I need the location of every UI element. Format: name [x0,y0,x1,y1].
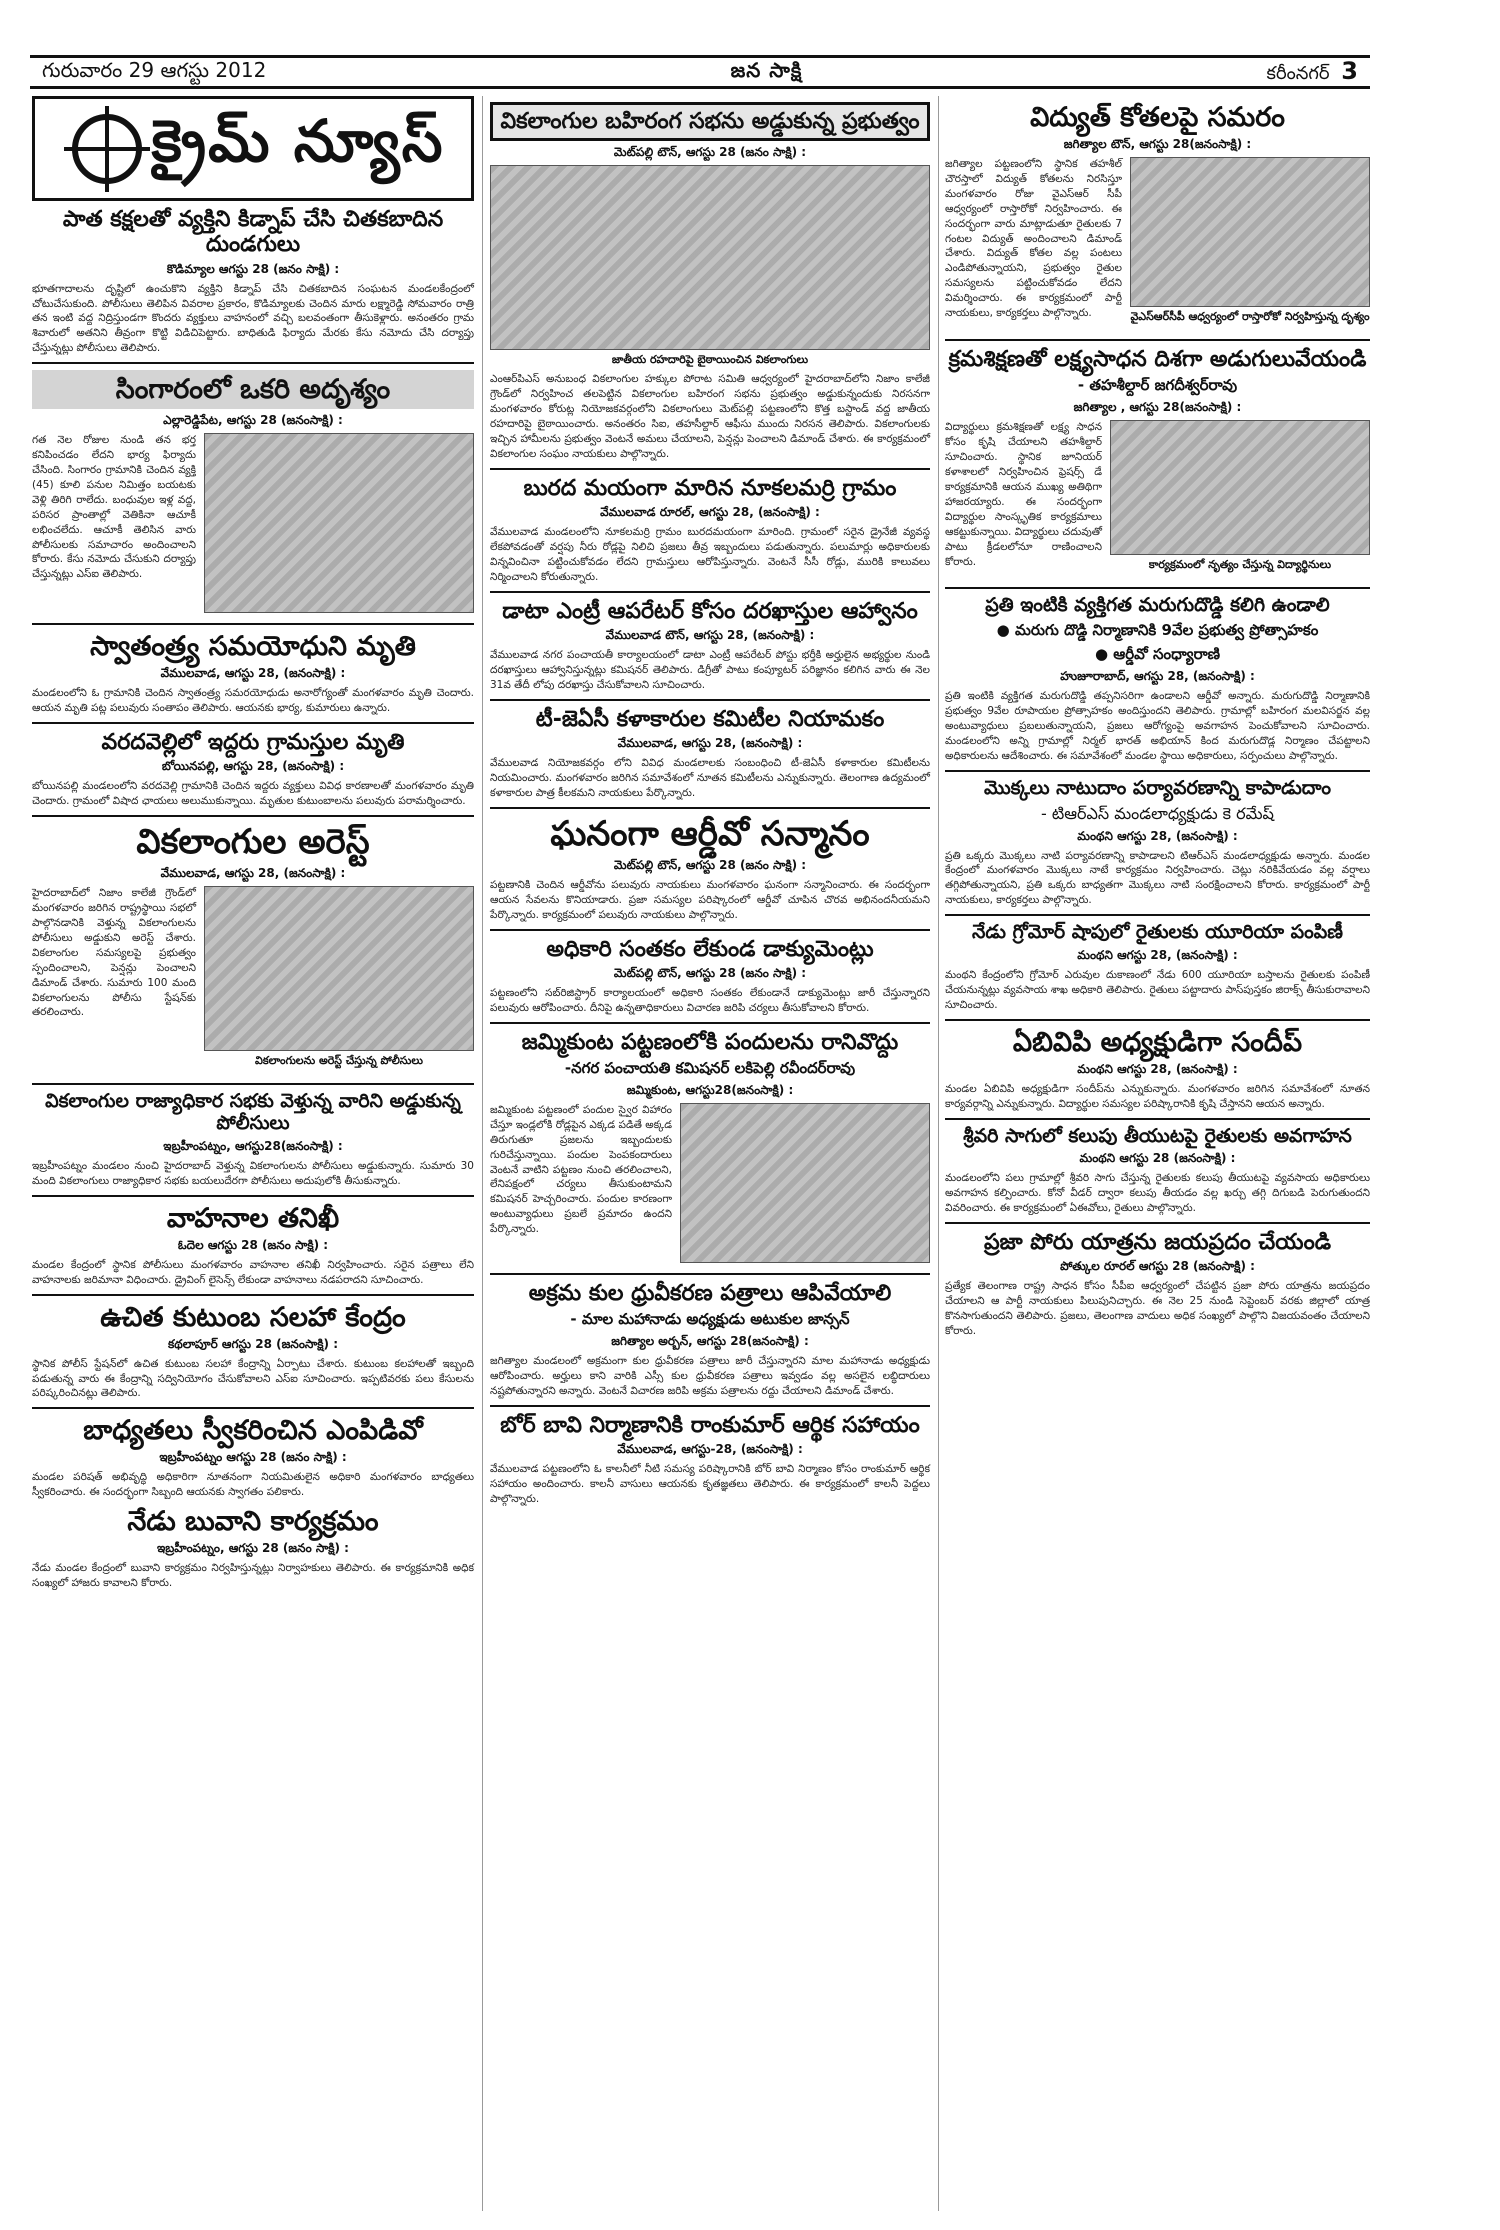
dateline: కొడిమ్యాల ఆగస్టు 28 (జనం సాక్షి) : [166,261,340,276]
article-mpdo-charge [32,1415,474,1500]
article-body: ప్రతి ఇంటికి వ్యక్తిగత మరుగుదొడ్డి తప్పనిసరిగా ఉండాలని ఆర్డీవో అన్నారు. మరుగుదొడ్డి నిర్మాణానికి ప్రభుత్వం 9వేల రూపాయల ప్రోత్సాహకం అందిస్తుందని తెలిపారు. గ్రామాల్లో బహిరంగ మలవిసర్జన వల్ల అంటువ్యాధులు ప్రబలుతున్నాయని, ప్రజలు ఆరోగ్యంపై అవగాహన పెంచుకోవాలని సూచించారు. మండలంలోని అన్ని గ్రామాల్లో నిర్మల్ భారత్ అభియాన్ కింద మరుగుదొడ్ల నిర్మాణం చేపట్టాలని అధికారులను ఆదేశించారు. ఈ సమావేశంలో మండల స్థాయి అధికారులు, సర్పంచులు పాల్గొన్నారు. [945,690,1370,762]
divider [945,1019,1370,1021]
portrait-photos [204,433,474,613]
headline: సింగారంలో ఒకరి అదృశ్యం [32,370,474,409]
article-body: ప్రతి ఒక్కరు మొక్కలు నాటి పర్యావరణాన్ని కాపాడాలని టిఆర్ఎస్ మండలాధ్యక్షుడు అన్నారు. మండల కేంద్రంలో మంగళవారం మొక్కలు నాటే కార్యక్రమం నిర్వహించారు. చెట్లు నరికివేయడం వల్ల వర్షాలు తగ్గిపోతున్నాయని, ప్రతి ఒక్కరు బాధ్యతగా మొక్కలు నాటి సంరక్షించాలని కోరారు. కార్యక్రమంలో పార్టీ నాయకులు, కార్యకర్తలు పాల్గొన్నారు. [945,849,1370,907]
article-power-cuts [945,102,1370,333]
dateline: వేములవాడ టౌన్, ఆగస్టు 28, (జనంసాక్షి) : [605,627,815,642]
divider [490,1273,930,1275]
headline: మొక్కలు నాటుదాం పర్యావరణాన్ని కాపాడుదాం [984,776,1331,799]
byline: ● ఆర్డీవో సంధ్యారాణి [1094,645,1221,664]
article-tjac-committee [490,707,930,801]
divider [32,722,474,724]
headline: విద్యుత్ కోతలపై సమరం [1030,102,1285,133]
photo-block [204,886,474,1073]
dateline: వేములవాడ రూరల్, ఆగస్టు 28, (జనంసాక్షి) : [600,505,820,520]
column-divider [482,96,483,2211]
article-disabled-arrest [32,823,474,1077]
divider [32,815,474,817]
article-data-entry [490,599,930,693]
article-body: ఎంఆర్‌పిఎస్ అనుబంధ వికలాంగుల హక్కుల పోరాట సమితి ఆధ్వర్యంలో హైదరాబాద్‌లోని నిజాం కాలేజీ గ్రౌండ్‌లో నిర్వహించ తలపెట్టిన వికలాంగుల బహిరంగ సభను ప్రభుత్వం అడ్డుకున్నందుకు నిరసనగా మంగళవారం కోరుట్ల నియోజకవర్గంలోని వికలాంగులు మెట్‌పల్లి పట్టణంలోని కొత్త బస్టాండ్ వద్ద జాతీయ రహదారిపై బైఠాయించారు. అనంతరం సిఐ, తహసీల్దార్ ఆఫీసు ముందు నిరసన తెలిపారు. వికలాంగులకు ఇచ్చిన హామీలను ప్రభుత్వం వెంటనే అమలు చేయాలని, పెన్షన్లు పెంచాలని డిమాండ్ చేశారు. ఈ కార్యక్రమంలో వికలాంగుల సంఘం నాయకులు పాల్గొన్నారు. [490,373,930,460]
article-sri-cultivation [945,1126,1370,1217]
crime-news-logo-text: క్రైమ్ న్యూస్ [151,107,445,175]
arrest-photo [204,886,474,1051]
dateline: వేములవాడ, ఆగస్టు 28, (జనంసాక్షి) : [617,735,803,750]
headline: అక్రమ కుల ధ్రువీకరణ పత్రాలు ఆపివేయాలి [528,1280,892,1306]
byline: -నగర పంచాయతి కమిషనర్ లకిపెల్లి రవీందర్‌రావు [564,1058,856,1077]
headline: నేడు బువాని కార్యక్రమం [127,1506,379,1538]
headline: పాత కక్షలతో వ్యక్తిని కిడ్నాప్ చేసి చితకబాదిన దుండగులు [62,207,444,258]
headline: నేడు గ్రోమోర్ షాపులో రైతులకు యూరియా పంపిణీ [971,921,1343,944]
article-rdo-felicitation [490,815,930,923]
article-body: మంథని కేంద్రంలోని గ్రోమోర్ ఎరువుల దుకాణంలో నేడు 600 యూరియా బస్తాలను రైతులకు పంపిణీ చేయనున్నట్లు వ్యవసాయ శాఖ అధికారి తెలిపారు. రైతులు పట్టాదారు పాస్‌పుస్తకం జిరాక్స్ తీసుకురావాలని సూచించారు. [945,969,1370,1011]
headline: శ్రీవరి సాగులో కలుపు తీయుటపై రైతులకు అవగాహన [963,1124,1352,1147]
divider [32,1083,474,1085]
divider [490,1405,930,1407]
headline: టీ-జెఏసీ కళాకారుల కమిటీల నియామకం [535,706,885,732]
headline: ఏబివిపి అధ్యక్షుడిగా సందీప్ [1012,1026,1303,1058]
article-police-stop [32,1091,474,1189]
dateline: మెట్‌పల్లి టౌన్, ఆగస్టు 28 (జనం సాక్షి) : [613,857,807,872]
divider [490,699,930,701]
dance-photo [1110,420,1370,555]
article-family-counselling [32,1302,474,1402]
divider [32,362,474,364]
article-unsigned-documents [490,937,930,1016]
photo-caption: వైఎస్‌ఆర్‌సీపీ ఆధ్వర్యంలో రాస్తారోకో నిర్వహిస్తున్న దృశ్యం [1130,310,1370,324]
article-body: విద్యార్థులు క్రమశిక్షణతో లక్ష్య సాధన కోసం కృషి చేయాలని తహశీల్దార్ సూచించారు. స్థానిక జూనియర్ కళాశాలలో నిర్వహించిన ఫ్రెషర్స్ డే కార్యక్రమానికి ఆయన ముఖ్య అతిథిగా హాజరయ్యారు. ఈ సందర్భంగా విద్యార్థుల సాంస్కృతిక కార్యక్రమాలు ఆకట్టుకున్నాయి. విద్యార్థులు చదువుతో పాటు క్రీడలలోనూ రాణించాలని కోరారు. [945,421,1102,568]
issue-date: గురువారం 29 ఆగస్టు 2012 [42,57,267,82]
article-body: నేడు మండల కేంద్రంలో బువాని కార్యక్రమం నిర్వహిస్తున్నట్లు నిర్వాహకులు తెలిపారు. ఈ కార్యక్రమానికి అధిక సంఖ్యలో హాజరు కావాలని కోరారు. [32,1562,474,1590]
article-body: జగిత్యాల పట్టణంలోని స్థానిక తహశీల్ చౌరస్తాలో విద్యుత్ కోతలను నిరసిస్తూ మంగళవారం రోజు వైఎస్‌ఆర్ సీపీ ఆధ్వర్యంలో రాస్తారోకో నిర్వహించారు. ఈ సందర్భంగా వారు మాట్లాడుతూ రైతులకు 7 గంటల విద్యుత్ అందించాలని డిమాండ్ చేశారు. విద్యుత్ కోతల వల్ల పంటలు ఎండిపోతున్నాయని, ప్రభుత్వం రైతుల సమస్యలను పట్టించుకోవడం లేదని విమర్శించారు. ఈ కార్యక్రమంలో పార్టీ నాయకులు, కార్యకర్తలు పాల్గొన్నారు. [945,158,1122,320]
article-body: స్థానిక పోలీస్ స్టేషన్‌లో ఉచిత కుటుంబ సలహా కేంద్రాన్ని ఏర్పాటు చేశారు. కుటుంబ కలహాలతో ఇబ్బంది పడుతున్న వారు ఈ కేంద్రాన్ని సద్వినియోగం చేసుకోవాలని ఎస్ఐ సూచించారు. ఇప్పటివరకు పలు కేసులను పరిష్కరించినట్లు తెలిపారు. [32,1357,474,1400]
dateline: హుజూరాబాద్, ఆగస్టు 28, (జనంసాక్షి) : [1060,669,1255,684]
page-number: 3 [1341,56,1358,85]
article-body: జగిత్యాల మండలంలో అక్రమంగా కుల ధ్రువీకరణ పత్రాలు జారీ చేస్తున్నారని మాల మహానాడు అధ్యక్షుడు ఆరోపించారు. అర్హులు కాని వారికి ఎస్సీ కుల ధ్రువీకరణ పత్రాలు ఇవ్వడం వల్ల అసలైన లబ్ధిదారులు నష్టపోతున్నారని అన్నారు. వెంటనే విచారణ జరిపి అక్రమ పత్రాలను రద్దు చేయాలని డిమాండ్ చేశారు. [490,1355,930,1398]
page-info [1267,57,1358,88]
article-body: మండల ఏబివిపి అధ్యక్షుడిగా సందీప్‌ను ఎన్నుకున్నారు. మంగళవారం జరిగిన సమావేశంలో నూతన కార్యవర్గాన్ని ఎన్నుకున్నారు. విద్యార్థుల సమస్యల పరిష్కారానికి కృషి చేస్తానని ఆయన అన్నారు. [945,1082,1370,1110]
dateline: కథలాపూర్ ఆగస్టు 28 (జనంసాక్షి) : [168,1336,338,1351]
dateline: మంథని ఆగస్టు 28, (జనంసాక్షి) : [1077,828,1238,843]
article-body: మండల పరిషత్ అభివృద్ధి అధికారిగా నూతనంగా నియమితులైన అధికారి మంగళవారం బాధ్యతలు స్వీకరించారు. ఈ సందర్భంగా సిబ్బంది ఆయనకు స్వాగతం పలికారు. [32,1471,474,1499]
divider [945,1118,1370,1120]
photo-caption: జాతీయ రహదారిపై బైఠాయించిన వికలాంగులు [611,353,809,367]
dateline: ఇబ్రహీంపట్నం, ఆగస్టు28(జనంసాక్షి) : [163,1138,343,1153]
headline: బోర్ బావి నిర్మాణానికి రాంకుమార్ ఆర్థిక సహాయం [500,1412,920,1438]
article-body: మండల కేంద్రంలో స్థానిక పోలీసులు మంగళవారం వాహనాల తనిఖీ నిర్వహించారు. సరైన పత్రాలు లేని వాహనాలకు జరిమానా విధించారు. డ్రైవింగ్ లైసెన్స్ లేకుండా వాహనాలు నడపరాదని సూచించారు. [32,1258,474,1286]
article-disabled-meeting [490,102,930,462]
dateline: మంథని ఆగస్టు 28, (జనంసాక్షి) : [1077,1061,1238,1076]
dateline: బోయినపల్లి, ఆగస్టు 28, (జనంసాక్షి) : [161,759,345,774]
meeting-photo [680,1103,930,1263]
article-body: పట్టణానికి చెందిన ఆర్డీవోను పలువురు నాయకులు మంగళవారం ఘనంగా సన్మానించారు. ఈ సందర్భంగా ఆయన సేవలను కొనియాడారు. ప్రజా సమస్యల పరిష్కారంలో ఆర్డీవో చూపిన చొరవ అభినందనీయమని పేర్కొన్నారు. కార్యక్రమంలో పలువురు నాయకులు పాల్గొన్నారు. [490,878,930,921]
dateline: ఎల్లారెడ్డిపేట, ఆగస్టు 28 (జనంసాక్షి) : [163,413,343,428]
dateline: జగిత్యాల , ఆగస్టు 28(జనంసాక్షి) : [1073,400,1242,415]
article-kidnap [32,207,474,356]
headline: వికలాంగుల రాజ్యాధికార సభకు వెళ్తున్న వారిని అడ్డుకున్న పోలీసులు [45,1090,461,1135]
divider [490,807,930,809]
article-caste-certificates [490,1281,930,1399]
article-body: గత నెల రోజుల నుండి తన భర్త కనిపించడం లేదని భార్య ఫిర్యాదు చేసింది. సింగారం గ్రామానికి చెందిన వ్యక్తి (45) కూలి పనుల నిమిత్తం బయటకు వెళ్లి తిరిగి రాలేదు. బంధువుల ఇళ్ల వద్ద, పరిసర ప్రాంతాల్లో వెతికినా ఆచూకీ లభించలేదు. ఆచూకీ తెలిసిన వారు పోలీసులకు సమాచారం అందించాలని కోరారు. కేసు నమోదు చేసుకుని దర్యాప్తు చేస్తున్నట్లు ఎస్ఐ తెలిపారు. [32,434,196,581]
headline: ప్రతి ఇంటికి వ్యక్తిగత మరుగుదొడ్డి కలిగి ఉండాలి [985,594,1330,617]
headline: స్వాతంత్ర్య సమయోధుని మృతి [90,631,416,663]
article-body: హైదరాబాద్‌లో నిజాం కాలేజీ గ్రౌండ్‌లో మంగళవారం జరిగిన రాష్ట్రస్థాయి సభలో పాల్గొనడానికి వెళ్తున్న వికలాంగులను పోలీసులు అడ్డుకుని అరెస్ట్ చేశారు. వికలాంగుల సమస్యలపై ప్రభుత్వం స్పందించాలని, పెన్షన్లు పెంచాలని డిమాండ్ చేశారు. సుమారు 100 మంది వికలాంగులను పోలీసు స్టేషన్‌కు తరలించారు. [32,887,196,1019]
article-body: వేములవాడ పట్టణంలోని ఓ కాలనీలో నీటి సమస్య పరిష్కారానికి బోర్ బావి నిర్మాణం కోసం రాంకుమార్ ఆర్థిక సహాయం అందించారు. కాలనీ వాసులు ఆయనకు కృతజ్ఞతలు తెలిపారు. ఈ కార్యక్రమంలో కాలనీ పెద్దలు పాల్గొన్నారు. [490,1463,930,1506]
article-body: వేములవాడ మండలంలోని నూకలమర్రి గ్రామం బురదమయంగా మారింది. గ్రామంలో సరైన డ్రైనేజీ వ్యవస్థ లేకపోవడంతో వర్షపు నీరు రోడ్లపై నిలిచి ప్రజలు తీవ్ర ఇబ్బందులు పడుతున్నారు. పలుమార్లు అధికారులకు విన్నవించినా పట్టించుకోవడం లేదని గ్రామస్తులు ఆరోపిస్తున్నారు. వెంటనే సీసీ రోడ్లు, మురికి కాలువలు నిర్మించాలని కోరుతున్నారు. [490,526,930,583]
divider [490,929,930,931]
column-1 [32,96,474,1591]
dateline: ఇబ్రహీంపట్నం, ఆగస్టు 28 (జనం సాక్షి) : [157,1541,349,1556]
headline: వాహనాల తనిఖీ [166,1202,340,1234]
divider [32,1407,474,1409]
headline: ఉచిత కుటుంబ సలహా కేంద్రం [100,1301,406,1333]
headline: వికలాంగుల బహిరంగ సభను అడ్డుకున్న ప్రభుత్వం [490,102,930,141]
divider [32,623,474,625]
article-body: పట్టణంలోని సబ్‌రిజిస్ట్రార్ కార్యాలయంలో అధికారి సంతకం లేకుండానే డాక్యుమెంట్లు జారీ చేస్తున్నారని పలువురు ఆరోపించారు. దీనిపై ఉన్నతాధికారులు విచారణ జరిపి చర్యలు తీసుకోవాలని కోరారు. [490,986,930,1014]
article-pigs-jammikunta [490,1030,930,1267]
headline: డాటా ఎంట్రీ ఆపరేటర్ కోసం దరఖాస్తుల ఆహ్వానం [502,598,918,624]
headline: వికలాంగుల అరెస్ట్ [136,822,370,863]
divider [945,587,1370,589]
crime-news-logo [32,96,474,201]
divider [945,1222,1370,1224]
highway-protest-photo [490,165,930,350]
dateline: జమ్మికుంట, ఆగస్టు28(జనంసాక్షి) : [626,1082,794,1097]
article-body: జమ్మికుంట పట్టణంలో పందుల స్వైర విహారం చేస్తూ ఇండ్లలోకి రోడ్లపైన ఎక్కడ పడితే అక్కడ తిరుగుతూ ప్రజలను ఇబ్బందులకు గురిచేస్తున్నాయి. పందుల పెంపకందారులు వెంటనే వాటిని పట్టణం నుంచి తరలించాలని, లేనిపక్షంలో చర్యలు తీసుకుంటామని కమిషనర్ హెచ్చరించారు. పందుల కారణంగా అంటువ్యాధులు ప్రబలే ప్రమాదం ఉందని పేర్కొన్నారు. [490,1103,672,1236]
article-plant-trees [945,778,1370,908]
district-label: కరీంనగర్ [1266,62,1330,84]
photo-block [1110,420,1370,577]
headline: వరదవెల్లిలో ఇద్దరు గ్రామస్తుల మృతి [101,730,405,756]
article-muddy-village [490,476,930,585]
article-abvp-president [945,1027,1370,1112]
article-two-deaths [32,730,474,809]
article-body: మండలంలోని పలు గ్రామాల్లో శ్రీవరి సాగు చేస్తున్న రైతులకు కలుపు తీయుటపై వ్యవసాయ అధికారులు అవగాహన కల్పించారు. కోనో వీడర్ ద్వారా కలుపు తీయడం వల్ల ఖర్చు తగ్గి దిగుబడి పెరుగుతుందని వివరించారు. ఈ కార్యక్రమంలో ఏఈవోలు, రైతులు పాల్గొన్నారు. [945,1172,1370,1215]
dateline: మంథని ఆగస్టు 28, (జనంసాక్షి) : [1077,948,1238,963]
article-body: భూతగాదాలను దృష్టిలో ఉంచుకొని వ్యక్తిని కిడ్నాప్ చేసి చితకబాదిన సంఘటన మండలకేంద్రంలో చోటుచేసుకుంది. పోలీసులు తెలిపిన వివరాల ప్రకారం, కొడిమ్యాలకు చెందిన మారు లక్ష్మారెడ్డి సోమవారం రాత్రి తన ఇంటి వద్ద నిద్రిస్తుండగా కొందరు వ్యక్తులు వాహనంలో వచ్చి బలవంతంగా తీసుకెళ్లారు. అనంతరం గ్రామ శివారులో అతనిని తీవ్రంగా కొట్టి విడిచిపెట్టారు. బాధితుడి ఫిర్యాదు మేరకు కేసు నమోదు చేసి దర్యాప్తు చేస్తున్నట్లు పోలీసులు తెలిపారు. [32,282,474,355]
byline: ● మరుగు దొడ్డి నిర్మాణానికి 9వేల ప్రభుత్వ ప్రోత్సాహకం [996,621,1319,640]
headline: జమ్మికుంట పట్టణంలోకి పందులను రానివొద్దు [521,1029,899,1055]
divider [490,591,930,593]
column-3 [945,96,1370,1339]
article-body: మండలంలోని ఓ గ్రామానికి చెందిన స్వాతంత్ర్య సమరయోధుడు అనారోగ్యంతో మంగళవారం మృతి చెందారు. ఆయన మృతి పట్ల పలువురు సంతాపం తెలిపారు. ఆయనకు భార్య, కుమారులు ఉన్నారు. [32,687,474,715]
divider [32,1195,474,1197]
divider [32,1294,474,1296]
article-body: వేములవాడ నియోజకవర్గం లోని వివిధ మండలాలకు సంబంధించి టీ-జెఏసీ కళాకారుల కమిటీలను నియమించారు. మంగళవారం జరిగిన సమావేశంలో నూతన కమిటీలను ఎన్నుకున్నారు. తెలంగాణ ఉద్యమంలో కళాకారుల పాత్ర కీలకమని నాయకులు పేర్కొన్నారు. [490,756,930,799]
article-discipline-goal [945,347,1370,581]
dateline: మెట్‌పల్లి టౌన్, ఆగస్టు 28 (జనం సాక్షి) : [613,965,807,980]
headline: బురద మయంగా మారిన నూకలమర్రి గ్రామం [523,475,897,501]
divider [945,770,1370,772]
photo-caption: వికలాంగులను అరెస్ట్ చేస్తున్న పోలీసులు [255,1054,423,1068]
headline: క్రమశిక్షణతో లక్ష్యసాధన దిశగా అడుగులువేయండి [948,347,1367,373]
rasta-roko-photo [1130,157,1370,307]
article-program-today [32,1506,474,1591]
dateline: పోత్కుల రూరల్ ఆగస్టు 28 (జనంసాక్షి) : [1060,1259,1255,1274]
article-vehicle-check [32,1203,474,1288]
masthead [30,55,1370,89]
article-body: బోయినపల్లి మండలంలోని వరదవెల్లి గ్రామానికి చెందిన ఇద్దరు వ్యక్తులు వివిధ కారణాలతో మంగళవారం మృతి చెందారు. గ్రామంలో విషాద ఛాయలు అలుముకున్నాయి. మృతుల కుటుంబాలను పలువురు పరామర్శించారు. [32,780,474,808]
article-toilets [945,595,1370,763]
byline: - మాల మహానాడు అధ్యక్షుడు అటుకుల జాన్సన్ [570,1310,850,1329]
dateline: ఇబ్రహీంపట్నం ఆగస్టు 28 (జనం సాక్షి) : [159,1450,347,1465]
article-body: ఇబ్రహీంపట్నం మండలం నుంచి హైదరాబాద్ వెళ్తున్న వికలాంగులను పోలీసులు అడ్డుకున్నారు. సుమారు 30 మంది వికలాంగులు రాజ్యాధికార సభకు బయలుదేరగా పోలీసులు అదుపులోకి తీసుకున్నారు. [32,1159,474,1187]
photo-block [1130,157,1370,329]
dateline: జగిత్యాల అర్బన్, ఆగస్టు 28(జనంసాక్షి) : [611,1334,809,1349]
crosshair-icon [72,114,142,184]
article-missing-person [32,370,474,617]
article-borewell-aid [490,1413,930,1507]
dateline: ఓదెల ఆగస్టు 28 (జనం సాక్షి) : [177,1237,329,1252]
article-body: ప్రత్యేక తెలంగాణ రాష్ట్ర సాధన కోసం సీపీఐ ఆధ్వర్యంలో చేపట్టిన ప్రజా పోరు యాత్రను జయప్రదం చేయాలని ఆ పార్టీ నాయకులు పిలుపునిచ్చారు. ఈ నెల 25 నుండి సెప్టెంబర్ వరకు జిల్లాలో యాత్ర కొనసాగుతుందని తెలిపారు. ప్రజలు, తెలంగాణ వాదులు అధిక సంఖ్యలో పాల్గొని విజయవంతం చేయాలని కోరారు. [945,1280,1370,1338]
divider [490,1022,930,1024]
headline: ఘనంగా ఆర్డీవో సన్మానం [550,813,870,854]
dateline: వేములవాడ, ఆగస్టు 28, (జనంసాక్షి) : [160,866,346,881]
newspaper-brand: జన సాక్షి [730,57,803,82]
article-praja-poru-yatra [945,1230,1370,1339]
dateline: జగిత్యాల టౌన్, ఆగస్టు 28(జనంసాక్షి) : [1063,137,1252,152]
dateline: మంథని ఆగస్టు 28 (జనంసాక్షి) : [1079,1151,1236,1166]
dateline: మెట్‌పల్లి టౌన్, ఆగస్టు 28 (జనం సాక్షి) : [613,145,807,160]
dateline: వేములవాడ, ఆగస్టు 28, (జనంసాక్షి) : [160,666,346,681]
column-divider [938,96,939,2211]
column-2 [490,96,930,1507]
photo-caption: కార్యక్రమంలో నృత్యం చేస్తున్న విద్యార్థినులు [1148,558,1332,572]
dateline: వేములవాడ, ఆగస్టు-28, (జనంసాక్షి) : [617,1442,803,1457]
article-urea-distribution [945,922,1370,1013]
divider [945,339,1370,341]
byline: - తహశీల్దార్ జగదీశ్వర్‌రావు [1077,376,1238,395]
article-freedom-fighter [32,631,474,716]
headline: అధికారి సంతకం లేకుండ డాక్యుమెంట్లు [546,936,874,962]
headline: బాధ్యతలు స్వీకరించిన ఎంపిడివో [83,1415,423,1447]
divider [490,468,930,470]
article-body: వేములవాడ నగర పంచాయతీ కార్యాలయంలో డాటా ఎంట్రీ ఆపరేటర్ పోస్టు భర్తీకి అర్హులైన అభ్యర్థుల నుండి దరఖాస్తులు ఆహ్వానిస్తున్నట్లు కమిషనర్ తెలిపారు. డిగ్రీతో పాటు కంప్యూటర్ పరిజ్ఞానం కలిగిన వారు ఈ నెల 31వ తేదీ లోపు దరఖాస్తు చేసుకోవాలని సూచించారు. [490,648,930,691]
headline: ప్రజా పోరు యాత్రను జయప్రదం చేయండి [983,1230,1332,1256]
divider [945,914,1370,916]
byline: - టిఆర్ఎస్ మండలాధ్యక్షుడు కె రమేష్ [1041,803,1274,823]
